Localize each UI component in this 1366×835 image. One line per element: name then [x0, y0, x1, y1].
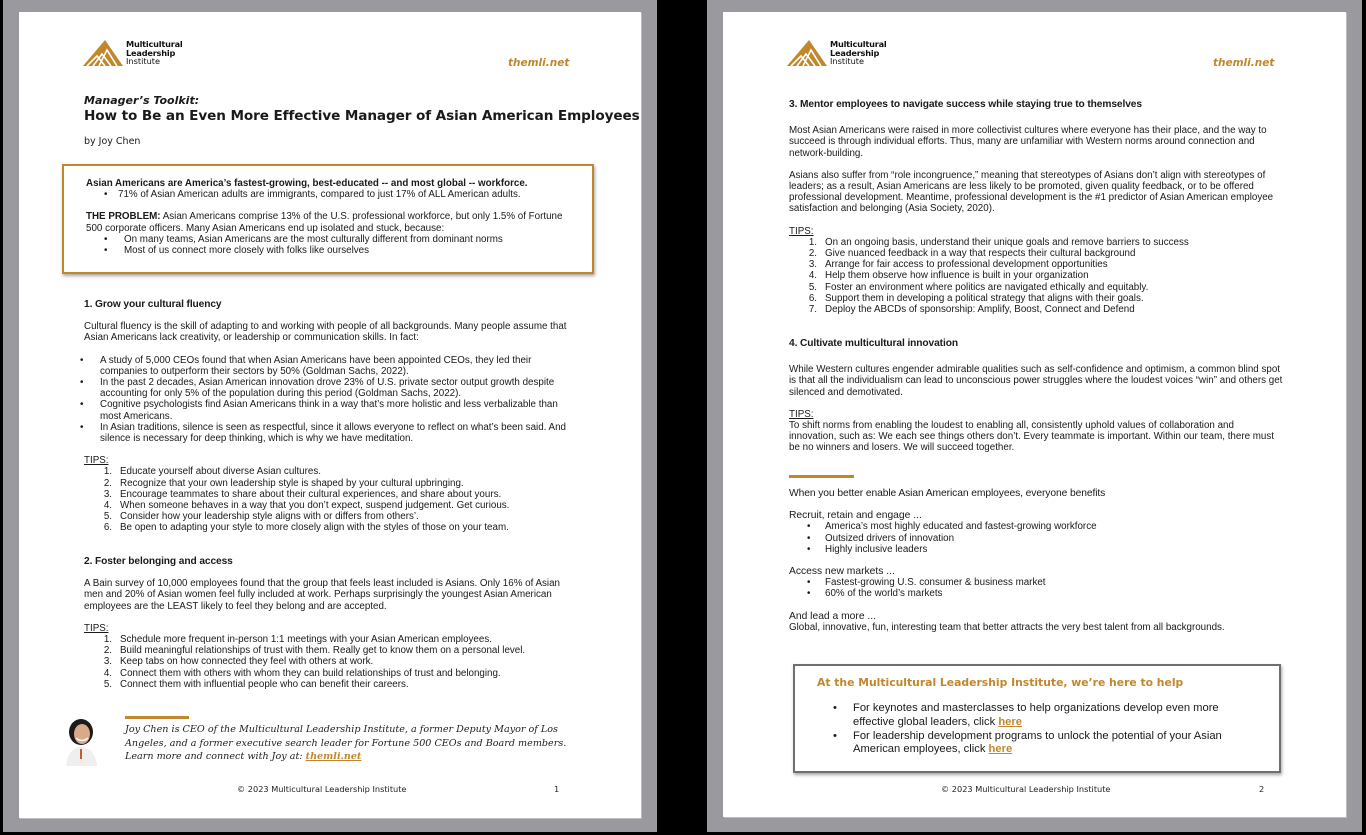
problem-bullet: • On many teams, Asian Americans are the most culturally different from dominant norms [104, 233, 503, 245]
logo-line-2: Leadership [830, 47, 880, 58]
benefits-group-list [789, 577, 1299, 599]
bio-site-link[interactable]: themli.net [305, 751, 362, 762]
section-1-intro: Cultural fluency is the skill of adapting to and working with people of all backgrounds. Many people assume that Asian Americans lack creativity, or leadership or communication skills. In fact: [84, 321, 567, 344]
section-3-para-1: Most Asian Americans were raised in more collectivist cultures where everyone has their place, and the way to succeed is through individual efforts. Thus, many are unfamiliar with Western norms around connection and network-building. [789, 125, 1267, 159]
tip-item: 4. Help them observe how influence is built in your organization [808, 270, 1089, 282]
tips-label: TIPS: [84, 455, 109, 467]
fact-item: • In the past 2 decades, Asian American innovation drove 23% of U.S. private sector output growth despite accounting for only 5% of the population during this period (Goldman Sachs, 2022). [80, 377, 555, 400]
logo-line-1: Multicultural [830, 39, 887, 50]
toolkit-subtitle: Manager’s Toolkit: [84, 94, 200, 107]
fact-item: • A study of 5,000 CEOs found that when Asian Americans have been appointed CEOs, they led their companies to outperform their sectors by 50% (Goldman Sachs, 2022). [80, 354, 532, 377]
benefits-heading: When you better enable Asian American employees, everyone benefits [789, 488, 1106, 499]
tip-item: 2. Recognize that your own leadership style is shaped by your cultural upbringing. [103, 477, 464, 489]
benefits-group-list [789, 521, 1299, 555]
section-2 [84, 556, 579, 690]
section-1 [80, 299, 579, 534]
tip-item: 1. Educate yourself about diverse Asian cultures. [103, 466, 321, 478]
mountain-logo-icon [787, 40, 827, 66]
tips-label: TIPS: [84, 622, 109, 634]
section-4-tips-text: To shift norms from enabling the loudest to enabling all, consistently uphold values of collaboration and innovation, such as: We each see things others don’t. Every teammate is important. Within our team, there must be no winners and losers. We will succeed together. [789, 420, 1274, 454]
tip-item: 3. Keep tabs on how connected they feel with others at work. [103, 656, 374, 668]
tip-item: 5. Connect them with influential people who can benefit their careers. [103, 678, 409, 690]
section-3-heading: 3. Mentor employees to navigate success while staying true to themselves [789, 99, 1142, 110]
help-item: • For leadership development programs to unlock the potential of your Asian American employees, click here [833, 729, 1222, 756]
benefit-item: • America’s most highly educated and fastest-growing workforce [807, 521, 1097, 533]
callout-bullet: • 71% of Asian American adults are immigrants, compared to just 17% of ALL American adults. [104, 189, 521, 201]
byline: by Joy Chen [84, 136, 141, 147]
benefit-item: • 60% of the world’s markets [807, 588, 943, 600]
document-page-1 [19, 12, 641, 818]
tip-item: 4. When someone behaves in a way that you don’t expect, suspend judgement. Get curious. [103, 500, 510, 512]
help-title: At the Multicultural Leadership Institute, we’re here to help [817, 676, 1184, 689]
tip-item: 6. Support them in developing a political strategy that aligns with their goals. [808, 292, 1144, 304]
page-footer: © 2023 Multicultural Leadership Institute [941, 784, 1111, 794]
tip-item: 3. Arrange for fair access to professional development opportunities [808, 259, 1108, 271]
tip-item: 3. Encourage teammates to share about their cultural experiences, and share about yours. [103, 488, 502, 500]
problem-statement: THE PROBLEM: Asian Americans comprise 13% of the U.S. professional workforce, but only 1.5% of Fortune 500 corporate officers. Many Asian Americans end up isolated and stuck, because: [86, 211, 563, 234]
programs-here-link[interactable]: here [988, 743, 1013, 756]
lead-text: Global, innovative, fun, interesting team that better attracts the very best talent from all backgrounds. [789, 621, 1225, 633]
tip-item: 6. Be open to adapting your style to more closely align with the styles of those on your team. [103, 522, 509, 534]
tip-item: 5. Foster an environment where politics are navigated ethically and equitably. [808, 281, 1149, 293]
mli-logo [83, 40, 183, 66]
section-1-tips [84, 466, 579, 533]
tip-item: 2. Build meaningful relationships of trust with them. Really get to know them on a personal level. [103, 645, 526, 657]
tip-item: 2. Give nuanced feedback in a way that respects their cultural background [808, 248, 1136, 260]
benefits-divider [789, 475, 854, 478]
section-1-facts [80, 355, 579, 445]
fact-item: • In Asian traditions, silence is seen as respectful, since it allows everyone to reflect on what’s been said. And silence is necessary for deep thinking, which is why we have meditation. [80, 421, 566, 445]
section-4-heading: 4. Cultivate multicultural innovation [789, 338, 958, 349]
logo-line-3: Institute [830, 56, 865, 67]
problem-bullet: • Most of us connect more closely with folks like ourselves [104, 245, 370, 257]
page-footer: © 2023 Multicultural Leadership Institute [237, 784, 407, 794]
tip-item: 5. Consider how your leadership style aligns with or differs from others’. [103, 511, 419, 523]
section-1-heading: 1. Grow your cultural fluency [84, 299, 222, 310]
author-portrait-icon [62, 716, 100, 766]
lead-title: And lead a more ... [789, 610, 877, 622]
mountain-logo-icon [83, 40, 123, 66]
fact-item: • Cognitive psychologists find Asian Americans think in a way that’s more holistic and less verbalizable than most Americans. [80, 399, 558, 422]
tip-item: 1. On an ongoing basis, understand their unique goals and remove barriers to success [808, 236, 1189, 248]
benefit-item: • Outsized drivers of innovation [807, 532, 955, 544]
callout-headline: Asian Americans are America’s fastest-growing, best-educated -- and most global -- workforce. [86, 178, 528, 189]
tips-label: TIPS: [789, 225, 814, 237]
tips-label: TIPS: [789, 408, 814, 420]
section-3-para-2: Asians also suffer from “role incongruence,” meaning that stereotypes of Asians don’t align with stereotypes of leaders; as a result, Asian Americans are less likely to be promoted, given quality feedback, or to be offered professional development. Meantime, professional development is the #1 predictor of Asian American employee satisfaction and belonging (Asia Society, 2020). [789, 169, 1274, 215]
tip-item: 1. Schedule more frequent in-person 1:1 meetings with your Asian American employees. [103, 634, 492, 646]
tip-item: 4. Connect them with others with whom they can build relationships of trust and belonging. [103, 667, 501, 679]
benefits-group-title: Access new markets ... [789, 566, 895, 578]
help-item: • For keynotes and masterclasses to help organizations develop even more effective global leaders, click here [833, 702, 1219, 728]
site-link[interactable]: themli.net [508, 57, 570, 69]
mli-logo [787, 40, 887, 66]
page-number: 2 [1259, 784, 1265, 794]
section-2-tips [84, 634, 579, 690]
section-3 [789, 99, 1284, 315]
callout-box [62, 164, 594, 274]
author-photo [62, 716, 100, 766]
help-box [793, 664, 1281, 773]
benefits-section [789, 488, 1299, 633]
benefits-group-title: Recruit, retain and engage ... [789, 510, 922, 522]
logo-line-3: Institute [126, 56, 161, 67]
bio-divider [125, 716, 189, 719]
section-4 [789, 338, 1284, 454]
help-list [833, 702, 1253, 757]
keynotes-here-link[interactable]: here [998, 715, 1022, 728]
benefit-item: • Highly inclusive leaders [807, 543, 928, 555]
page-number: 1 [554, 784, 560, 794]
author-bio: Joy Chen is CEO of the Multicultural Leadership Institute, a former Deputy Mayor of Los Angeles, and a former executive search leader for Fortune 500 CEOs and Board members. Learn more and connect with Joy at: themli.net [125, 724, 567, 762]
tip-item: 7. Deploy the ABCDs of sponsorship: Amplify, Boost, Connect and Defend [808, 304, 1135, 316]
site-link[interactable]: themli.net [1213, 57, 1275, 69]
section-3-tips [789, 237, 1284, 315]
document-title: How to Be an Even More Effective Manager of Asian American Employees [84, 108, 640, 124]
section-2-heading: 2. Foster belonging and access [84, 556, 233, 567]
section-2-intro: A Bain survey of 10,000 employees found that the group that feels least included is Asians. Only 16% of Asian men and 20% of Asian women feel fully included at work. Perhaps surprisingly the youngest Asian American employees are the LEAST likely to feel they belong and are accepted. [84, 578, 560, 612]
logo-line-2: Leadership [126, 47, 176, 58]
section-4-para: While Western cultures engender admirable qualities such as self-confidence and optimism, a common blind spot is that all the individualism can lead to unconscious power struggles where the loudest voices “win” and others get silenced and demotivated. [789, 364, 1283, 398]
document-page-2 [723, 12, 1346, 817]
logo-line-1: Multicultural [126, 39, 183, 50]
benefit-item: • Fastest-growing U.S. consumer & business market [807, 577, 1046, 589]
